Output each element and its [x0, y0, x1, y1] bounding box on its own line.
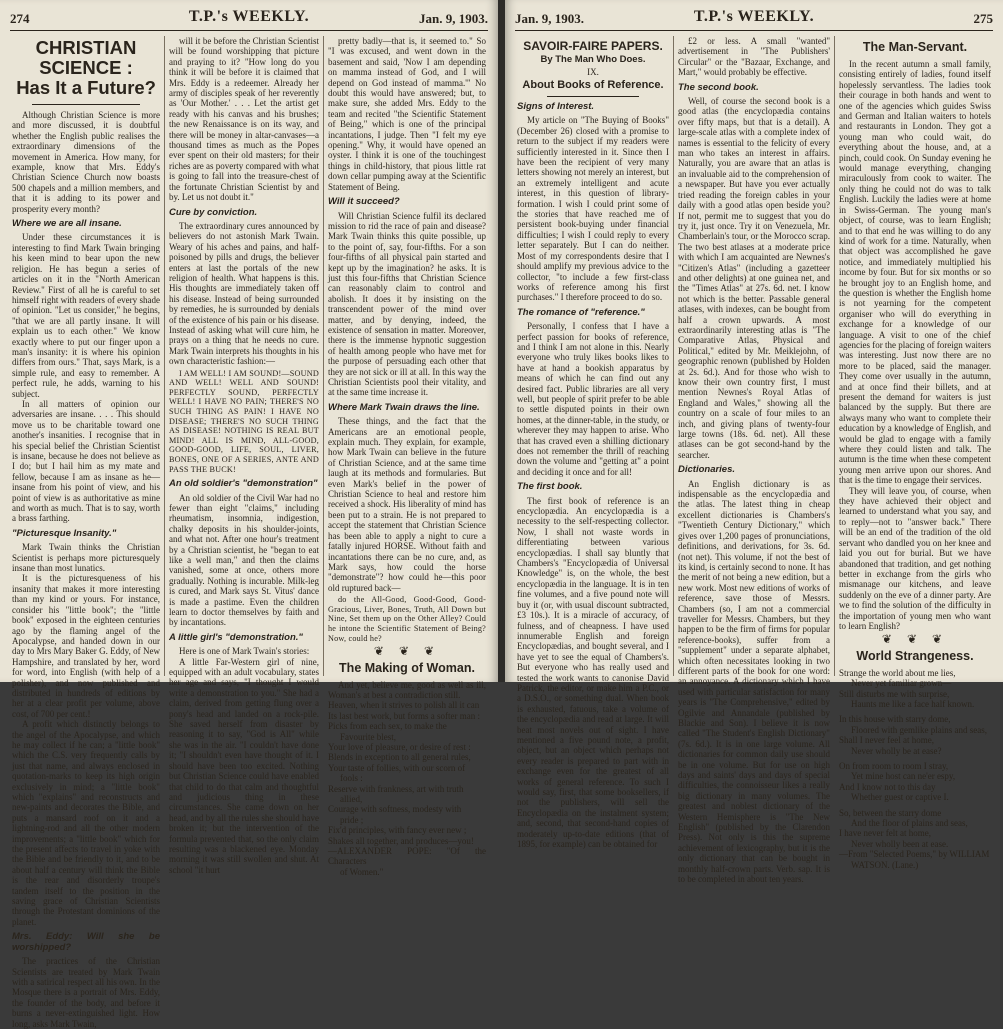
column-divider	[323, 36, 324, 676]
column-text	[517, 102, 669, 849]
page-number: 274	[10, 11, 30, 26]
article-title-line1: CHRISTIAN SCIENCE :	[35, 37, 137, 78]
column-divider	[834, 36, 835, 676]
section-subheading: Signs of Interest.	[517, 101, 595, 112]
page-number: 275	[973, 11, 993, 26]
verse-line: Whether guest or captive I.	[851, 792, 949, 803]
paragraph: In all matters of opinion our adversaries are insane. . . . This should move us to be charitable toward one another's insanities. I recognise that in his special belief the Christian Scientist is insane, because he does not believe as I do; but I hail him as my mate and fellow, because I am as insane as he—insane from his point of view, and his point of view is as authoritative as mine and worth as much. That is to say, worth a brass farthing.	[12, 398, 160, 524]
quoted-passage: I AM WELL! I AM SOUND!—SOUND AND WELL! WELL AND SOUND! PERFECTLY SOUND, PERFECTLY WELL! I HAVE NO PAIN; THERE'S NO SUCH THING AS PAIN! I HAVE NO DISEASE; THERE'S NO SUCH THING AS DISEASE! NOTHING IS REAL BUT MIND! ALL IS MIND, ALL-GOOD, GOOD-GOOD, LIFE, SOUL, LIVER, BONES, ONE OF A SERIES, ANTE AND PASS THE BUCK!	[169, 368, 319, 474]
verse-line: Shall I never feel at home,	[839, 735, 934, 746]
section-subheading: Mrs. Eddy: Will she be worshipped?	[12, 931, 160, 953]
paragraph: It is the picturesqueness of his insanity that makes it more interesting than my kind or yours. For instance, consider his "little book"; the "little book" exposed in the eighteen centuries ago by the flaming angel of the Apocalypse, and handed down in our day to Mrs Mary Baker G. Eddy, of New Hampshire, and translated by her, word for word, into English (with help of a polisher), and now published and distributed in hundreds of editions by her at a clear profit per volume, above cost, of 700 per cent.!	[12, 573, 160, 719]
article-heading: World Strangeness.	[856, 648, 974, 663]
right-page-header	[515, 8, 993, 31]
verse-line: Reserve with frankness, art with truth	[328, 783, 464, 794]
issue-date: Jan. 9, 1903.	[419, 11, 488, 26]
left-column-3	[328, 36, 486, 877]
verse-line: Fix'd principles, with fancy ever new ;	[328, 825, 467, 836]
verse-block	[328, 700, 486, 877]
magazine-title: T.P.'s WEEKLY.	[693, 8, 815, 25]
verse-line: fools :	[340, 773, 363, 784]
verse-line: Favourite blest,	[340, 731, 396, 742]
verse-line: Your taste of follies, with our scorn of	[328, 762, 466, 773]
paragraph: Personally, I confess that I have a perfect passion for books of reference, and I think I am not alone in this. Nearly everyone who truly likes books likes to have at hand a bookish apparatus by means of which he can find out any desired fact. Public libraries are all very well, but people of spirit prefer to be able to settle disputed points in their own homes, at the dinner-table, in the study, or wherever they may happen to arise. Who that has craved even a shilling dictionary does not remember the thrill of reaching down the volume and "getting at" a point and deciding it once and for all!	[517, 321, 669, 477]
savoir-number: IX.	[587, 67, 599, 77]
verse-line: And the floor of plains and seas,	[851, 818, 968, 829]
section-subheading: The romance of "reference."	[517, 306, 645, 318]
right-page	[505, 0, 1003, 885]
ornament-divider: ❦ ❦ ❦	[373, 644, 441, 659]
verse-line: of Women."	[340, 866, 384, 877]
article-heading: The Making of Woman.	[339, 660, 475, 675]
section-subheading: Where we are all insane.	[12, 218, 122, 230]
paragraph: £2 or less. A small "wanted" advertisement in "The Publishers' Circular" or the "Bazaar, Exchange, and Mart," would probably be effective.	[678, 36, 830, 78]
savoir-subtitle: About Books of Reference.	[522, 79, 664, 91]
paragraph: pretty badly—that is, it seemed to." So "I was excused, and went down in the basement and said, 'Now I am depending on mamma instead of God, and I will depend on God instead of mamma.'" No doubt this would have answered; but, to make sure, she added Mrs. Eddy to the team and recited "the Scientific Statement of Being," which is one of the principal incantations, I judge. Then "I felt my eye opening." Why, it would have opened an oyster. I think it is one of the touchingest things in child-history, that pious little rat down cellar pumping away at the Scientific Statement of Being.	[328, 36, 486, 192]
column-text	[169, 36, 319, 875]
verse-line: So, between the starry dome	[839, 807, 942, 818]
magazine-title: T.P.'s WEEKLY.	[188, 8, 310, 25]
paragraph: An old soldier of the Civil War had no fewer than eight "claims," including rheumatism, insomnia, indigestion, chalky deposits in his shoulder-joints, and what not. After one hour's treatment by a Christian scientist, he "began to eat like a well man," and then the claims vanished, some at once, others more gradually. Nothing is incurable. Milk-leg is cured, and Mark says St. Vitus' dance is made a pastime. Even the children learn to doctor themselves by faith and by incantations.	[169, 492, 319, 628]
verse-line: Never yet familiar grown—	[851, 678, 952, 689]
verse-line: Its last best work, but forms a softer man :	[328, 710, 480, 721]
savoir-byline: By The Man Who Does.	[540, 54, 646, 65]
verse-line: Shakes all together, and produces—you!	[328, 835, 474, 846]
right-column-2	[678, 36, 830, 885]
verse-line: WATSON. (Lane.)	[851, 859, 919, 870]
paragraph: Although Christian Science is more and more discussed, it is doubtful whether the English public realises the extraordinary dimensions of the movement in America. How many, for example, know that Mrs. Eddy's Christian Science Church now boasts 500 chapels and a million members, and that it is adding to its power and prosperity every month?	[12, 110, 160, 214]
paragraph: will it be before the Christian Scientist will be found worshipping that picture and praying to it? "How long do you think it will be before it is claimed that Mrs. Eddy is a redeemer. Already her army of disciples speak of her reverently as 'Our Mother.' . . . Let the artist get ready with his canvas and his brushes; the new Renaissance is on its way, and there will be money in altar-canvases—a thousand times as much as the Popes ever spent on their old masters; for their riches are as poverty compared with what is going to fall into the treasure-chest of the fortunate Christian Scientist by and by. Let us not doubt it."	[169, 36, 319, 203]
book-gutter	[498, 0, 505, 682]
paragraph: And yet, believe me, good as well as ill, Woman's at best a contradiction still.	[328, 679, 486, 700]
paragraph: The practices of the Christian Scientists are treated by Mark Twain with a satirical respect all his own. In the Mosque there is a portrait of Mrs. Eddy, the founder of the body, and before it burns a never-extinguished light. How long, asks Mark Twain,	[12, 956, 160, 1029]
column-text	[839, 39, 991, 870]
paragraph: In the recent autumn a small family, consisting entirely of ladies, found itself hopelessly servantless. The ladies took their courage in both hands and went to one of the agencies which guides Swiss and German and Italian waiters to hotels and restaurants in London. They got a young man who could wait, do everything about the house, and, at a pinch, could cook. On Sunday evening he would manage everything, changing miraculously from cook to waiter. The only thing he could not do was to talk English. Luckily the ladies were at home in Swiss-German. The young man's object, of course, was to learn English; and to that end he was willing to do any kind of work for a time. Naturally, when that object was accomplished he gave notice, and immediately multiplied his income by four. But for six months or so he brought joy to an English home, and the question is whether the English home is not yearning for the competent organiser who will do everything in exchange for a knowledge of our language. A visit to one of the chief agencies for the placing of foreign waiters was interesting. Just now there are no more to be placed, said the manager. They come over usually in the autumn, and at once find their billets, and at present the demand for waiters is just balanced by the supply. But there are always many who want to complete their education by a knowledge of English, and would be glad to engage with a family where they could listen and talk. The autumn is the time when these competent young men arrive upon our shores. And that is the time to engage their services.	[839, 59, 991, 486]
paragraph: The extraordinary cures announced by believers do not astonish Mark Twain. Weary of his aches and pains, and half-poisoned by pills and drugs, the believer enters at last the portals of the new religion of health. What happens is this. His thoughts are immediately taken off his disease. Instead of being surrounded by remedies, he is surrounded by denials of the existence of his pain or his disease. Instead of asking what will cure him, he prays on a thing that he needs no cure. Mark Twain interprets his thoughts in his own characteristic fashion:—	[169, 220, 319, 367]
verse-line: Never wholly be at ease?	[851, 745, 942, 756]
left-page-header	[10, 8, 488, 31]
section-subheading: An old soldier's "demonstration"	[169, 478, 318, 490]
verse-line: In this house with starry dome,	[839, 714, 951, 725]
left-column-2	[169, 36, 319, 875]
verse-line: Yet mine host can ne'er espy,	[851, 771, 956, 782]
section-subheading: A little girl's "demonstration."	[169, 631, 303, 643]
title-rule	[32, 104, 140, 105]
quoted-passage: do the All-Good, Good-Good, Good-Gracious, Liver, Bones, Truth, All Down but Nine, Set them up on the Other Alley? Could he intone the Scientific Statement of Being? Now, could he?	[328, 595, 486, 643]
right-column-1	[517, 36, 669, 850]
verse-line: Floored with gemlike plains and seas,	[851, 724, 987, 735]
verse-line: Strange the world about me lies,	[839, 667, 956, 678]
column-text	[328, 36, 486, 877]
section-subheading: The first book.	[517, 481, 583, 493]
verse-line: Still disturbs me with surprise,	[839, 688, 950, 699]
verse-line: allied,	[340, 793, 363, 804]
verse-line: And I know not to this day	[839, 781, 936, 792]
paragraph: The first book of reference is an encyclopædia. An encyclopædia is a necessity to the self-respecting collector. Now, I shall not waste words in differentiating between various encyclopædias. I shall say bluntly that Chambers's "Encyclopædia of Universal Knowledge" is, on the whole, the best encyclopædia in the language. It is in ten fine volumes, and a five pound note will buy it (or, with usual discount subtracted, £3 10s.). It is a miracle of accuracy, of fulness, and of cheapness. I have used innumerable English and foreign Encyclopædias, and bought several, and I have yet to see the equal of Chambers's. But everyone who has really used and tested the work wants to canonise David Patrick, the editor, or make him a P.C., or a D.S.O., or something dual. When book is exhausted, fatuous, take a volume of the encyclopædia and read at large. It will beat most novels out of sight. I have mentioned a five pound note, a profit, object, but an object which perhaps not every reader is prepared to part with in exchange even for the greatest of all works of general reference. To such I would say, first, that some booksellers, if not the publishers, will sell the Encyclopædia on the instalment system; and, second, that second-hand copies of moderately up-to-date editions (that of 1895, for example) can be obtained for	[517, 495, 669, 850]
verse-line: I have never felt at home,	[839, 828, 931, 839]
column-text	[12, 110, 160, 1029]
verse-line: On from room to room I stray,	[839, 761, 949, 771]
verse-line: Your love of pleasure, or desire of rest :	[328, 741, 471, 752]
paragraph: A little Far-Western girl of nine, equipped with an adult vocabulary, states her age and says, "I thought I would write a demonstration to you." She had a claim, derived from getting flung over a pony's head and landed on a rock-pile. She saved herself from disaster by reasoning it to say, "God is All" while she was in the air. "I couldn't have done it; "I shouldn't even have thought of it. I should have been too excited. Nothing but Christian Science could have enabled that child to do that calm and thoughtful and judicious thing in these circumstances. She came down on her head, and by all the rules she should have broken it; but the intervention of the formula prevented that, so the only claim resulting was a blackened eye. Monday morning it was still swollen and shut. At school "it hurt	[169, 656, 319, 875]
verse-line: Never wholly been at ease.	[851, 838, 949, 849]
paragraph: Under these circumstances it is interesting to find Mark Twain bringing his keen mind to bear upon the new religion. He has begun a series of articles on it in the "North American Review." First of all he is careful to set himself right with readers of every shade of opinion. "Let us consider," he begins, "that we are all partly insane. It will explain us to each other." We know exactly where to put our finger upon a man's insanity: it is where his opinion differs from ours." That, says Mark, is a simple rule, and easy to remember. A perfect rule, he adds, warning to his subject.	[12, 232, 160, 399]
column-text	[678, 36, 830, 885]
verse-line: Heaven, when it strives to polish all it can	[328, 700, 480, 711]
verse-line: Picks from each sex, to make the	[328, 721, 447, 732]
verse-line: —ALEXANDER POPE: "Of the Characters	[328, 846, 486, 867]
title-rule	[547, 96, 639, 97]
verse-line: Haunts me like a face half known.	[851, 698, 975, 709]
verse-line: Courage with softness, modesty with	[328, 804, 462, 815]
right-column-3	[839, 36, 991, 870]
column-divider	[673, 36, 674, 676]
paragraph: An English dictionary is as indispensable as the encyclopædia and the atlas. The latest thing in cheap excellent dictionaries is Chambers's "Twentieth Century Dictionary," which gives over 1,200 pages of pronunciations, definitions, and derivations, for 3s. 6d. (not net). This volume, if not the best of its kind, is certainly second to none. It has the merit of not being a new edition, but a new work. Most new editions of works of reference, save those of Messrs. Chambers (so, I am not a commercial traveller for Messrs. Chambers, but they happen to be the firm of firms for popular reference-books), suffer from a "supplement" under a separate alphabet, which often necessitates looking in two different parts of the book for one word: an annoyance. A dictionary which I have used with particular satisfaction for many years is "The Comprehensive," edited by Ogilvie and Annandale (published by Blackie and Son). I believe it is now called "The Student's English Dictionary" (7s. 6d.). It is in one large volume. All dictionaries for common daily use should be in one volume. But for use on high days and saints' days and days of special difficulties, the connoisseur likes a really big dictionary in many volumes. The greatest and noblest dictionary of the Western Hemisphere is "The New English" (published by the Clarendon Press). Not only is this the supreme achievement of lexicography, but it is the only dictionary that can be bought in monthly half-crown parts. Verb. sap. It is to be completed in about ten years.	[678, 478, 830, 885]
paragraph: Here is one of Mark Twain's stories:	[179, 646, 310, 657]
left-page	[0, 0, 498, 1029]
paragraph: A profit which distinctly belongs to the angel of the Apocalypse, and which he may collect if he can; a "little book" which the C.S. very frequently calls by just that name, and always enclosed in quotation-marks to keep its high origin exclusively in mind; a "little book" which "explains" and reconstructs and new-paints and decorates the Bible, and puts a mansard roof on it and a lightning-rod and all the other modern improvements; a "little book" which for the present affects to travel in yoke with the Bible and be friendly to it, and to be about half a century will think the Bible is the rear and disorderly troupe's tandem itself to the position in the saving grace of Christian Scientists through the Protestant dominions of the planet.	[12, 719, 160, 927]
section-subheading: "Picturesque Insanity."	[12, 527, 117, 539]
paragraph: Well, of course the second book is a good atlas (the encyclopædia contains over fifty maps, but that is a detail). A large-scale atlas with a complete index of names is essential to the felicity of every man who takes an interest in affairs. Naturally, you are aware that an atlas is an invaluable aid to the comprehension of a newspaper. But have you ever actually tried reading the foreign cables in your daily with a good atlas open beside you? If not, permit me to suggest that you do try it, just once. Try it on Venezuela, Mr. Chamberlain's tour, or the Morocco scrap. The two best atlases at a moderate price with which I am acquainted are Newnes's "Citizen's Atlas" (including a gazetteer and other delights) at one guinea net, and the "Times Atlas" at 27s. 6d. net. I know not which is the better. Passable general atlases, with indexes, can be bought from half a crown upwards. A most extraordinarily interesting atlas is "The Comparative Atlas, Physical and Political," edited by Mr. Meiklejohn, of geographic renown (published by Holden at 2s. 6d.). And for those who wish to know their own country first, I must mention Newnes's Royal Atlas of England and Wales," showing all the country on a scale of four miles to an inch, and giving plans of twenty-four large towns (18s. 6d. net). All these atlases can be got second-hand by the searcher.	[678, 96, 830, 460]
section-subheading: Will it succeed?	[328, 196, 400, 208]
verse-line: pride ;	[340, 814, 364, 825]
verse-block	[839, 668, 991, 870]
section-subheading: The second book.	[678, 81, 759, 93]
paragraph: They will leave you, of course, when they have achieved their object and learned to understand what you say, and to reply—not to "answer back." There will be an end of the tradition of the old servant who dandled you on her knee and laid you out for burial. But we have abandoned that tradition, and get nothing better in exchange from the girls who mismanage our kitchens, and leave suddenly on the eve of a dinner party. Are we to find the solution of the difficulty in the importation of young men who want to learn English?	[839, 485, 991, 631]
section-subheading: Where Mark Twain draws the line.	[328, 401, 480, 413]
paragraph: My article on "The Buying of Books" (December 26) closed with a promise to return to the subject if my readers were sufficiently interested in it. Since then I have been the recipient of very many letters showing not merely an interest, but an extremely intelligent and acute interest, in this question of library-formation. I wish I could print some of the stories that have reached me of persistent book-buying under financial difficulties; I wish I could reply to every letter separately. But I can do neither. Most of my correspondents desire that I should amplify my previous advice to the collector, "to include a few first-class works of reference among his first purchases." I therefore proceed to do so.	[517, 115, 669, 303]
verse-line: —From "Selected Poems," by WILLIAM	[839, 849, 990, 860]
article-heading: The Man-Servant.	[862, 40, 968, 54]
issue-date: Jan. 9, 1903.	[515, 11, 584, 26]
section-subheading: Dictionaries.	[678, 464, 736, 476]
section-subheading: Cure by conviction.	[169, 206, 258, 218]
paragraph: Will Christian Science fulfil its declared mission to rid the race of pain and disease? Mark Twain thinks this quite possible, up to the point of, say, four-fifths. For a son four-fifths of all physical pain started and kept up by the imagination? he asks. It is just this four-fifths that Christian Science can reasonably claim to control and abolish. It does it by insisting on the transcendent power of the mind over matter, and by denying, indeed, the existence of sensation in matter. Moreover, there is the immense hypnotic suggestion of health among people who have met for the purpose of persuading each other that they are not sick or ill at all. In this way the Christian Scientists pool their vitality, and at the same time increase it.	[328, 210, 486, 398]
ornament-divider: ❦ ❦ ❦	[881, 632, 949, 647]
verse-line: Blends in exception to all general rules,	[328, 752, 471, 763]
left-column-1	[12, 36, 160, 1029]
paragraph: These things, and the fact that the Americans are an emotional people, explain much. They explain, for example, how Mark Twain can believe in the future of Christian Science, and at the same time laugh at its methods and formularies. But even Mark's belief in the power of Christian Science to heal and restore him received a shock. His liberality of mind has been put to a strain. He is not prepared to accept the statement that Christian Science has been able to apply a night to cure a fatally injured HORSE. Without faith and incantations there can be no cure, and, as Mark says, how could the horse "demonstrate"? how could he—this poor old ruptured back—	[328, 416, 486, 593]
article-title-line2: Has It a Future?	[16, 77, 156, 98]
column-divider	[164, 36, 165, 676]
savoir-title: SAVOIR-FAIRE PAPERS.	[523, 39, 663, 53]
paragraph: Mark Twain thinks the Christian Scientist is perhaps more picturesquely insane than most lunatics.	[12, 542, 160, 574]
